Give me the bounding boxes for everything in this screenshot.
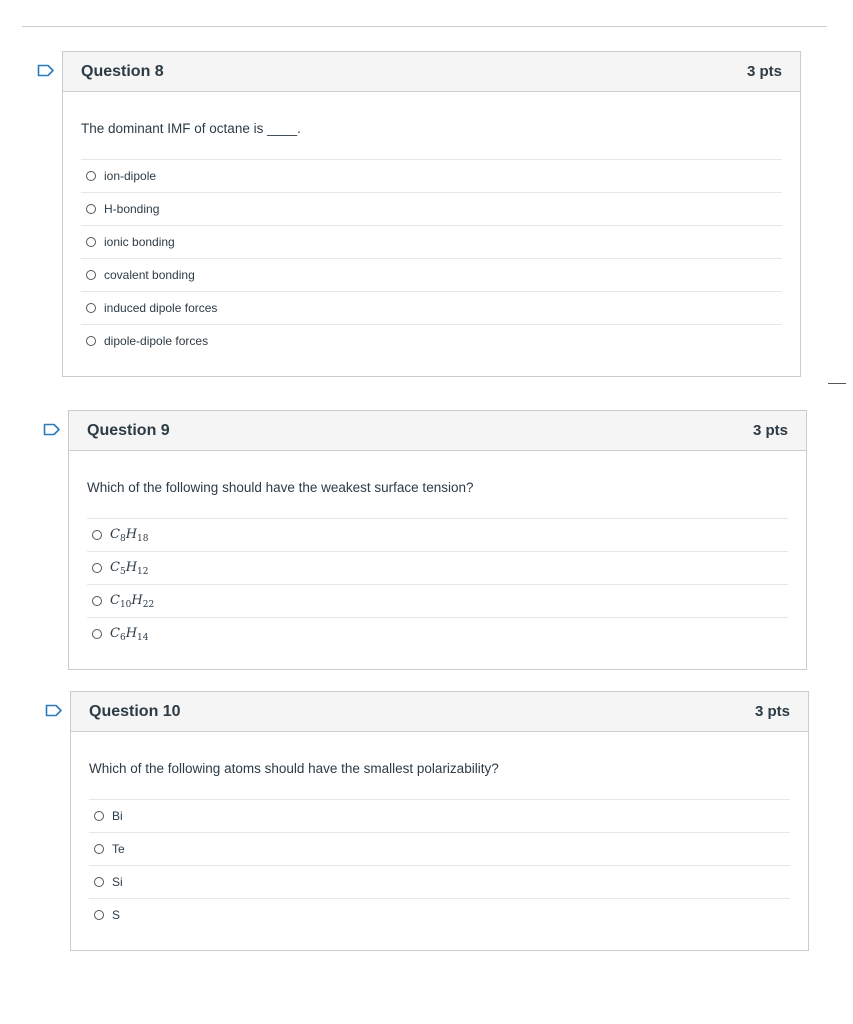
flag-icon[interactable] <box>43 423 61 436</box>
formula-subscript: 6 <box>119 632 126 643</box>
answer-label: covalent bonding <box>104 268 195 282</box>
radio-button-icon[interactable] <box>86 171 96 181</box>
formula-element: C <box>110 526 120 542</box>
formula-element: C <box>110 559 120 575</box>
formula-subscript: 22 <box>142 599 155 610</box>
answer-option[interactable] <box>89 898 790 931</box>
radio-button-icon[interactable] <box>86 336 96 346</box>
question-points: 3 pts <box>754 703 790 720</box>
formula-subscript: 5 <box>119 566 126 577</box>
radio-button-icon[interactable] <box>92 530 102 540</box>
formula-subscript: 12 <box>137 566 149 577</box>
answer-option[interactable] <box>87 551 788 584</box>
formula <box>110 593 154 610</box>
answer-option[interactable] <box>81 258 782 291</box>
radio-button-icon[interactable] <box>92 563 102 573</box>
radio-button-icon[interactable] <box>86 303 96 313</box>
question-title: Question 10 <box>89 702 181 720</box>
answer-list <box>89 799 790 931</box>
answer-label: S <box>112 908 121 922</box>
radio-button-icon[interactable] <box>86 270 96 280</box>
radio-button-icon[interactable] <box>94 811 104 821</box>
question-points: 3 pts <box>746 63 782 80</box>
formula-element: H <box>125 625 138 641</box>
question-title: Question 9 <box>87 421 170 439</box>
side-dash <box>828 383 846 384</box>
question-text: The dominant IMF of octane is ____. <box>81 121 301 136</box>
flag-icon[interactable] <box>37 64 55 77</box>
answer-label: Bi <box>112 809 123 823</box>
formula <box>110 626 148 643</box>
question-card <box>68 410 807 670</box>
answer-option[interactable] <box>81 291 782 324</box>
answer-label: Te <box>112 842 125 856</box>
formula-element: C <box>110 592 120 608</box>
answer-option[interactable] <box>89 865 790 898</box>
answer-option[interactable] <box>87 584 788 617</box>
answer-label: ionic bonding <box>104 235 175 249</box>
radio-button-icon[interactable] <box>92 629 102 639</box>
formula-subscript: 8 <box>119 533 126 544</box>
answer-option[interactable] <box>81 324 782 357</box>
answer-option[interactable] <box>87 518 788 551</box>
answer-option[interactable] <box>89 832 790 865</box>
radio-button-icon[interactable] <box>86 204 96 214</box>
formula-element: H <box>125 559 138 575</box>
formula <box>110 527 148 544</box>
formula-subscript: 18 <box>137 533 149 544</box>
answer-option[interactable] <box>81 192 782 225</box>
radio-button-icon[interactable] <box>94 844 104 854</box>
formula-element: H <box>131 592 143 608</box>
formula <box>110 560 148 577</box>
answer-label: induced dipole forces <box>104 301 218 315</box>
question-title: Question 8 <box>81 62 164 80</box>
radio-button-icon[interactable] <box>94 910 104 920</box>
flag-icon[interactable] <box>45 704 63 717</box>
top-divider <box>22 26 827 27</box>
radio-button-icon[interactable] <box>94 877 104 887</box>
question-card <box>70 691 809 951</box>
answer-option[interactable] <box>81 225 782 258</box>
answer-list <box>81 159 782 357</box>
answer-option[interactable] <box>87 617 788 650</box>
question-header <box>63 52 800 92</box>
formula-element: H <box>125 526 138 542</box>
answer-label: dipole-dipole forces <box>104 334 209 348</box>
question-text: Which of the following atoms should have the smallest polarizability? <box>89 761 499 776</box>
formula-element: C <box>110 625 120 641</box>
question-points: 3 pts <box>752 422 788 439</box>
formula-subscript: 10 <box>119 599 132 610</box>
question-text: Which of the following should have the weakest surface tension? <box>87 480 474 495</box>
formula-subscript: 14 <box>137 632 149 643</box>
answer-option[interactable] <box>81 159 782 192</box>
answer-label: ion-dipole <box>104 169 157 183</box>
radio-button-icon[interactable] <box>86 237 96 247</box>
answer-label: Si <box>112 875 123 889</box>
answer-list <box>87 518 788 650</box>
question-header <box>71 692 808 732</box>
question-header <box>69 411 806 451</box>
question-card <box>62 51 801 377</box>
radio-button-icon[interactable] <box>92 596 102 606</box>
answer-option[interactable] <box>89 799 790 832</box>
answer-label: H-bonding <box>104 202 160 216</box>
